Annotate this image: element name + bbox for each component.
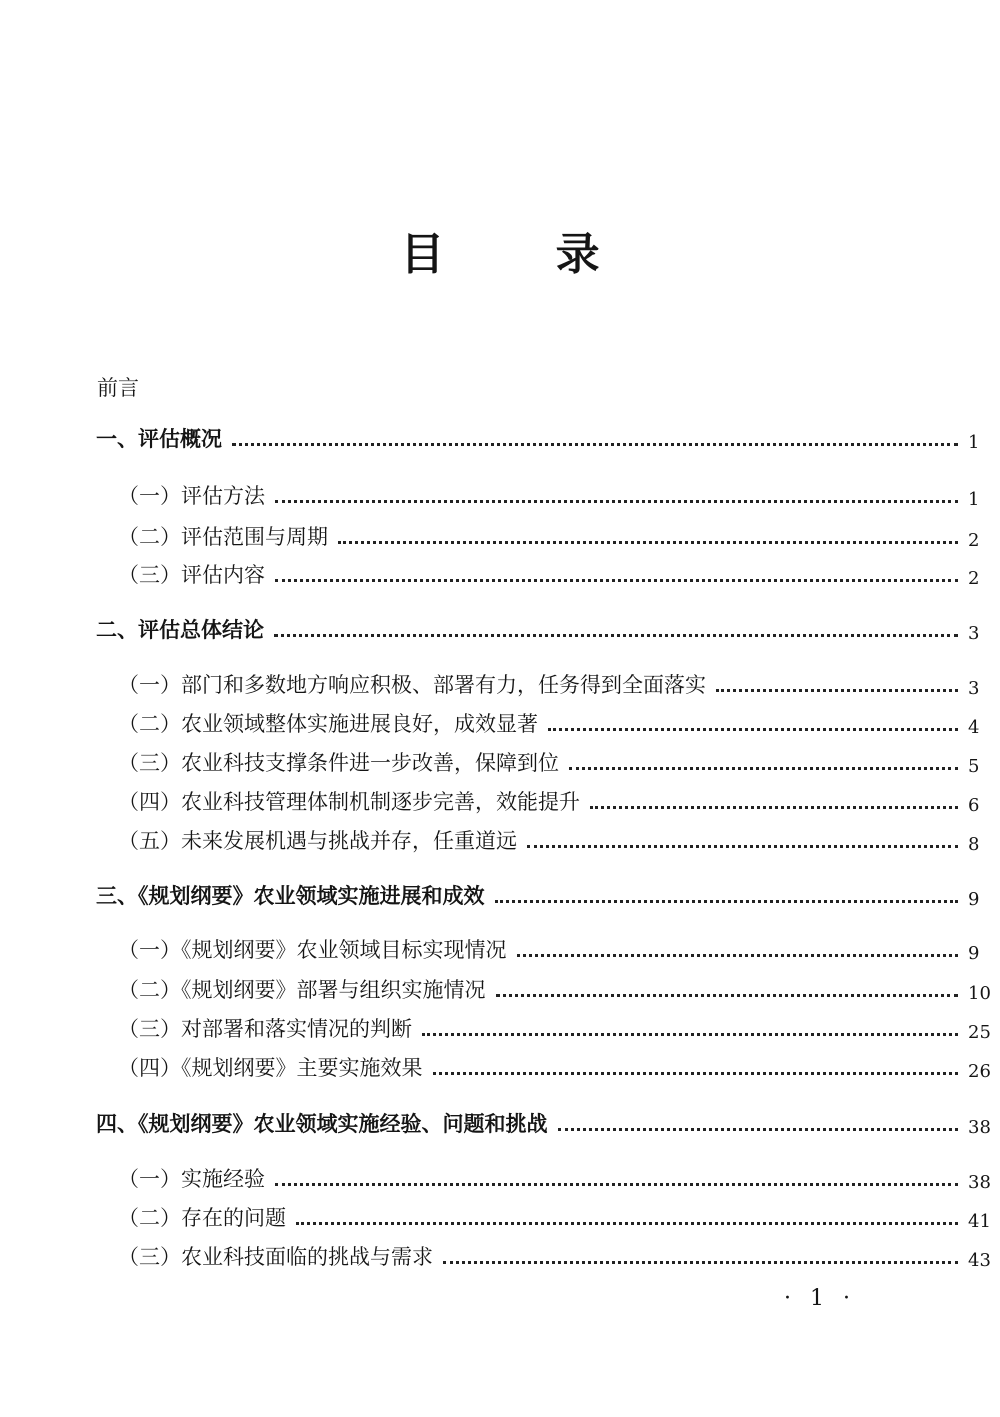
toc-entry-label: （三）农业科技支撑条件进一步改善，保障到位	[118, 751, 559, 775]
toc-section-entry	[0, 614, 1000, 644]
toc-dot-leader	[338, 541, 958, 544]
toc-dot-leader	[232, 443, 958, 446]
toc-dot-leader	[716, 689, 958, 692]
toc-entry-page: 5	[968, 756, 980, 777]
toc-subsection-entry	[0, 559, 1000, 589]
toc-entry-label: （三）评估内容	[118, 563, 265, 587]
toc-subsection-entry	[0, 669, 1000, 699]
toc-dot-leader	[590, 806, 958, 809]
toc-entry-page: 25	[968, 1022, 991, 1043]
toc-dot-leader	[422, 1033, 958, 1036]
toc-entry-page: 9	[968, 889, 980, 910]
toc-subsection-entry	[0, 974, 1000, 1004]
toc-entry-page: 2	[968, 568, 980, 589]
toc-entry-page: 43	[968, 1250, 991, 1271]
toc-entry-label: （四）《规划纲要》主要实施效果	[118, 1056, 423, 1080]
toc-dot-leader	[496, 994, 959, 997]
toc-entry-label: （一）《规划纲要》农业领域目标实现情况	[118, 938, 507, 962]
toc-entry-page: 38	[968, 1117, 991, 1138]
toc-dot-leader	[296, 1222, 958, 1225]
toc-subsection-entry	[0, 1202, 1000, 1232]
toc-subsection-entry	[0, 1013, 1000, 1043]
toc-dot-leader	[517, 954, 959, 957]
toc-dot-leader	[275, 1183, 958, 1186]
toc-subsection-entry	[0, 934, 1000, 964]
toc-entry-page: 6	[968, 795, 980, 816]
toc-subsection-entry	[0, 825, 1000, 855]
toc-entry-label: （三）农业科技面临的挑战与需求	[118, 1245, 433, 1269]
toc-entry-label: 三、《规划纲要》农业领域实施进展和成效	[96, 883, 485, 908]
toc-subsection-entry	[0, 1052, 1000, 1082]
toc-section-entry	[0, 423, 1000, 453]
toc-subsection-entry	[0, 480, 1000, 510]
toc-entry-page: 3	[968, 623, 980, 644]
toc-dot-leader	[558, 1128, 959, 1131]
toc-entry-label: （二）农业领域整体实施进展良好，成效显著	[118, 712, 538, 736]
toc-dot-leader	[274, 634, 958, 637]
toc-entry-label: 四、《规划纲要》农业领域实施经验、问题和挑战	[96, 1111, 548, 1136]
toc-subsection-entry	[0, 521, 1000, 551]
toc-entry-page: 26	[968, 1061, 991, 1082]
toc-subsection-entry	[0, 1241, 1000, 1271]
toc-entry-page: 3	[968, 678, 980, 699]
toc-entry-page: 41	[968, 1211, 991, 1232]
toc-subsection-entry	[0, 747, 1000, 777]
toc-entry-page: 9	[968, 943, 980, 964]
toc-entry-label: 二、评估总体结论	[96, 617, 264, 642]
toc-dot-leader	[548, 728, 958, 731]
toc-subsection-entry	[0, 1163, 1000, 1193]
toc-entry-label: （一）部门和多数地方响应积极、部署有力，任务得到全面落实	[118, 673, 706, 697]
toc-entry-page: 1	[968, 489, 980, 510]
toc-entry-label: 一、评估概况	[96, 426, 222, 451]
toc-subsection-entry	[0, 786, 1000, 816]
toc-dot-leader	[495, 900, 959, 903]
toc-dot-leader	[275, 579, 958, 582]
toc-entry-label: （二）评估范围与周期	[118, 525, 328, 549]
toc-entry-page: 10	[968, 983, 991, 1004]
toc-entry-label: （二）《规划纲要》部署与组织实施情况	[118, 978, 486, 1002]
page-number: · 1 ·	[784, 1286, 856, 1311]
toc-entry-label: （一）评估方法	[118, 484, 265, 508]
toc-section-entry	[0, 880, 1000, 910]
toc-preface: 前言	[97, 376, 139, 400]
toc-entry-page: 8	[968, 834, 980, 855]
toc-entry-label: （四）农业科技管理体制机制逐步完善，效能提升	[118, 790, 580, 814]
toc-entry-label: （五）未来发展机遇与挑战并存，任重道远	[118, 829, 517, 853]
toc-dot-leader	[527, 845, 958, 848]
toc-dot-leader	[569, 767, 958, 770]
toc-section-entry	[0, 1108, 1000, 1138]
toc-dot-leader	[443, 1261, 958, 1264]
page-title: 目 录	[400, 229, 648, 280]
toc-entry-label: （三）对部署和落实情况的判断	[118, 1017, 412, 1041]
toc-dot-leader	[275, 500, 958, 503]
toc-dot-leader	[433, 1072, 959, 1075]
toc-entry-page: 2	[968, 530, 980, 551]
toc-entry-page: 1	[968, 432, 980, 453]
toc-subsection-entry	[0, 708, 1000, 738]
toc-entry-label: （二）存在的问题	[118, 1206, 286, 1230]
toc-entry-page: 38	[968, 1172, 991, 1193]
toc-entry-page: 4	[968, 717, 980, 738]
toc-entry-label: （一）实施经验	[118, 1167, 265, 1191]
